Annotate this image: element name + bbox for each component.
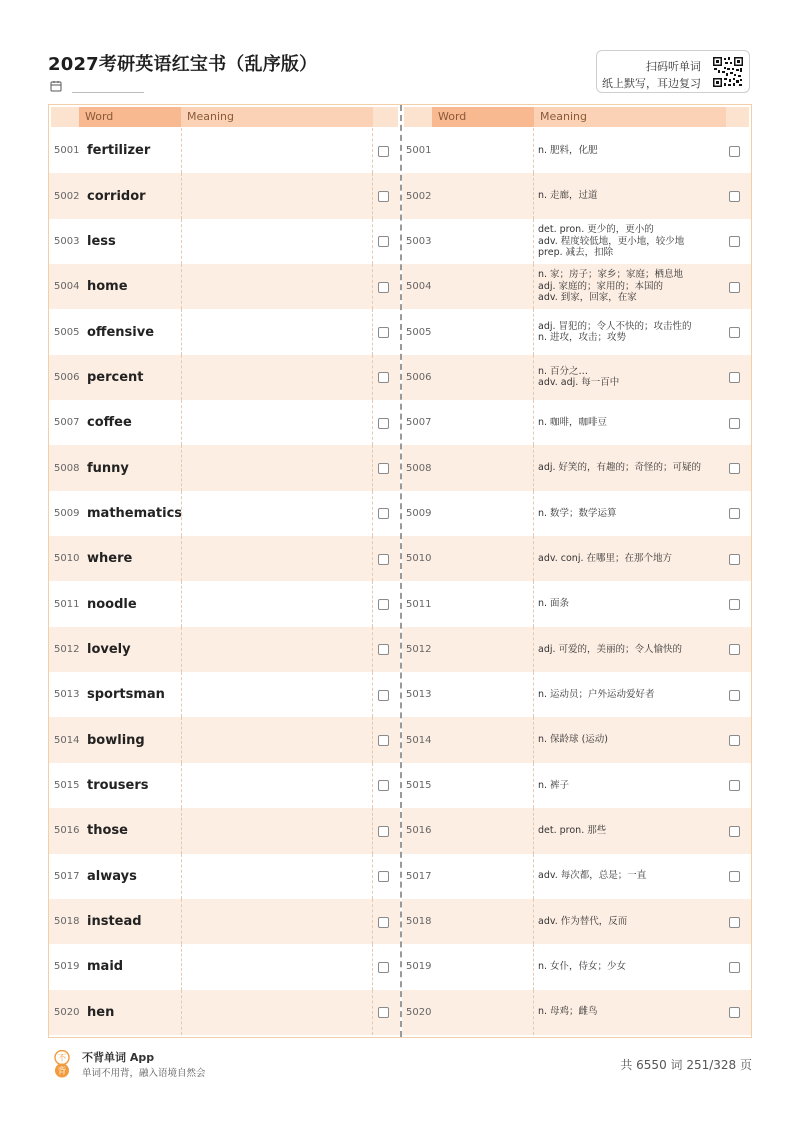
- table-row: [49, 581, 400, 626]
- row-number: 5017: [54, 870, 80, 882]
- qr-code-icon: [712, 56, 744, 88]
- table-row: [402, 536, 751, 581]
- word-blank: [432, 899, 534, 944]
- table-row: [49, 717, 400, 762]
- qr-caption-listen: 扫码听单词: [646, 60, 701, 73]
- row-number: 5003: [54, 235, 80, 247]
- meaning-text: n. 百分之… adv. adj. 每一百中: [538, 365, 620, 389]
- table-row: [402, 491, 751, 536]
- checkbox[interactable]: [378, 327, 389, 338]
- word-blank: [432, 309, 534, 354]
- meaning-text: adj. 好笑的，有趣的；奇怪的；可疑的: [538, 462, 702, 474]
- checkbox[interactable]: [729, 1007, 740, 1018]
- checkbox[interactable]: [378, 282, 389, 293]
- checkbox[interactable]: [729, 690, 740, 701]
- page-info: 共 6550 词 251/328 页: [620, 1058, 752, 1072]
- table-header-left: [49, 107, 400, 127]
- word-blank: [432, 990, 534, 1035]
- checkbox[interactable]: [378, 236, 389, 247]
- row-number: 5016: [406, 825, 432, 837]
- qr-card: [596, 50, 750, 93]
- row-number: 5005: [54, 326, 80, 338]
- word-blank: [432, 854, 534, 899]
- row-number: 5019: [54, 961, 80, 973]
- meaning-text: n. 走廊，过道: [538, 190, 598, 202]
- table-row: [402, 763, 751, 808]
- checkbox[interactable]: [378, 690, 389, 701]
- table-row: [49, 219, 400, 264]
- word-blank: [432, 128, 534, 173]
- app-logo-icon: [51, 1050, 73, 1078]
- table-row: [49, 491, 400, 536]
- word-blank: [432, 445, 534, 490]
- word-blank: [432, 536, 534, 581]
- table-row: [402, 355, 751, 400]
- word-text: coffee: [87, 415, 132, 431]
- row-number: 5008: [406, 462, 432, 474]
- checkbox[interactable]: [378, 780, 389, 791]
- table-row: [402, 990, 751, 1035]
- word-blank: [432, 173, 534, 218]
- word-blank: [432, 491, 534, 536]
- row-number: 5006: [54, 371, 80, 383]
- checkbox[interactable]: [378, 1007, 389, 1018]
- row-number: 5009: [54, 507, 80, 519]
- row-number: 5019: [406, 961, 432, 973]
- checkbox[interactable]: [378, 917, 389, 928]
- calendar-icon: [50, 80, 62, 92]
- word-blank: [432, 581, 534, 626]
- row-number: 5001: [54, 145, 80, 157]
- row-number: 5011: [406, 598, 432, 610]
- meaning-blank: [181, 581, 373, 626]
- row-number: 5018: [406, 916, 432, 928]
- column-header-word: Word: [432, 107, 534, 127]
- checkbox[interactable]: [378, 644, 389, 655]
- meaning-text: n. 女仆，侍女；少女: [538, 961, 627, 973]
- table-row: [49, 536, 400, 581]
- table-row: [49, 627, 400, 672]
- table-row: [402, 581, 751, 626]
- checkbox[interactable]: [729, 236, 740, 247]
- word-blank: [432, 808, 534, 853]
- word-text: hen: [87, 1004, 115, 1020]
- meaning-blank: [181, 491, 373, 536]
- meaning-text: adj. 冒犯的；令人不快的；攻击性的 n. 进攻，攻击；攻势: [538, 320, 692, 344]
- table-row: [402, 309, 751, 354]
- word-blank: [432, 355, 534, 400]
- checkbox[interactable]: [729, 191, 740, 202]
- checkbox[interactable]: [729, 599, 740, 610]
- meaning-blank: [181, 854, 373, 899]
- table-row: [49, 808, 400, 853]
- meaning-blank: [181, 128, 373, 173]
- checkbox[interactable]: [729, 735, 740, 746]
- row-number: 5014: [406, 734, 432, 746]
- meaning-blank: [181, 627, 373, 672]
- row-number: 5008: [54, 462, 80, 474]
- row-number: 5002: [54, 190, 80, 202]
- word-text: lovely: [87, 641, 131, 657]
- table-row: [49, 990, 400, 1035]
- word-blank: [432, 717, 534, 762]
- meaning-blank: [181, 173, 373, 218]
- checkbox[interactable]: [729, 644, 740, 655]
- meaning-half: [402, 105, 751, 1037]
- row-number: 5012: [54, 643, 80, 655]
- meaning-rows: [402, 128, 751, 1035]
- row-number: 5018: [54, 916, 80, 928]
- checkbox[interactable]: [378, 463, 389, 474]
- row-number: 5013: [406, 689, 432, 701]
- row-number: 5015: [406, 779, 432, 791]
- word-text: sportsman: [87, 687, 165, 703]
- meaning-blank: [181, 264, 373, 309]
- checkbox[interactable]: [729, 327, 740, 338]
- checkbox[interactable]: [729, 780, 740, 791]
- table-row: [49, 899, 400, 944]
- checkbox[interactable]: [729, 372, 740, 383]
- table-row: [49, 355, 400, 400]
- table-row: [402, 128, 751, 173]
- column-header-word: Word: [79, 107, 181, 127]
- row-number: 5004: [54, 281, 80, 293]
- row-number: 5004: [406, 281, 432, 293]
- row-number: 5020: [406, 1006, 432, 1018]
- row-number: 5017: [406, 870, 432, 882]
- word-text: offensive: [87, 324, 155, 340]
- word-text: fertilizer: [87, 143, 151, 159]
- meaning-blank: [181, 672, 373, 717]
- table-row: [402, 264, 751, 309]
- table-row: [402, 173, 751, 218]
- table-row: [402, 672, 751, 717]
- meaning-text: adv. 每次都，总是；一直: [538, 870, 647, 882]
- word-blank: [432, 219, 534, 264]
- word-text: always: [87, 868, 137, 884]
- checkbox[interactable]: [378, 372, 389, 383]
- row-number: 5014: [54, 734, 80, 746]
- row-number: 5006: [406, 371, 432, 383]
- row-number: 5016: [54, 825, 80, 837]
- table-row: [49, 672, 400, 717]
- table-row: [402, 854, 751, 899]
- checkbox[interactable]: [378, 146, 389, 157]
- vocabulary-table: [48, 104, 752, 1038]
- word-text: instead: [87, 914, 142, 930]
- checkbox[interactable]: [378, 191, 389, 202]
- word-blank: [432, 944, 534, 989]
- meaning-blank: [181, 400, 373, 445]
- footer: [48, 1046, 752, 1080]
- word-text: less: [87, 233, 116, 249]
- meaning-text: n. 裤子: [538, 779, 570, 791]
- table-row: [402, 899, 751, 944]
- word-blank: [432, 627, 534, 672]
- meaning-text: n. 母鸡；雌鸟: [538, 1006, 598, 1018]
- row-number: 5020: [54, 1006, 80, 1018]
- column-header-meaning: Meaning: [534, 107, 726, 127]
- table-row: [49, 173, 400, 218]
- meaning-blank: [181, 717, 373, 762]
- date-blank-line: [72, 92, 144, 93]
- checkbox[interactable]: [729, 146, 740, 157]
- checkbox[interactable]: [729, 917, 740, 928]
- checkbox[interactable]: [378, 871, 389, 882]
- table-row: [49, 128, 400, 173]
- table-row: [402, 717, 751, 762]
- table-row: [49, 400, 400, 445]
- checkbox[interactable]: [729, 418, 740, 429]
- word-text: mathematics: [87, 505, 183, 521]
- table-row: [402, 445, 751, 490]
- meaning-blank: [181, 899, 373, 944]
- word-text: where: [87, 551, 133, 567]
- row-number: 5011: [54, 598, 80, 610]
- checkbox[interactable]: [378, 418, 389, 429]
- word-blank: [432, 672, 534, 717]
- page-title: 2027考研英语红宝书（乱序版）: [48, 54, 318, 75]
- column-header-meaning: Meaning: [181, 107, 373, 127]
- meaning-blank: [181, 445, 373, 490]
- row-number: 5001: [406, 145, 432, 157]
- meaning-blank: [181, 355, 373, 400]
- checkbox[interactable]: [729, 282, 740, 293]
- meaning-text: n. 数学；数学运算: [538, 507, 617, 519]
- word-blank: [432, 763, 534, 808]
- row-number: 5009: [406, 507, 432, 519]
- checkbox[interactable]: [378, 554, 389, 565]
- checkbox[interactable]: [378, 735, 389, 746]
- word-text: percent: [87, 369, 144, 385]
- date-field: [50, 80, 150, 94]
- meaning-text: adv. 作为替代，反而: [538, 915, 628, 927]
- table-row: [49, 445, 400, 490]
- table-row: [49, 309, 400, 354]
- meaning-blank: [181, 944, 373, 989]
- checkbox[interactable]: [729, 871, 740, 882]
- row-number: 5007: [54, 417, 80, 429]
- meaning-text: n. 咖啡，咖啡豆: [538, 416, 608, 428]
- row-number: 5007: [406, 417, 432, 429]
- checkbox[interactable]: [378, 826, 389, 837]
- row-number: 5005: [406, 326, 432, 338]
- checkbox[interactable]: [729, 962, 740, 973]
- word-half: [49, 105, 400, 1037]
- checkbox[interactable]: [378, 599, 389, 610]
- checkbox[interactable]: [729, 554, 740, 565]
- table-row: [49, 264, 400, 309]
- table-row: [49, 854, 400, 899]
- meaning-blank: [181, 763, 373, 808]
- meaning-blank: [181, 219, 373, 264]
- word-text: home: [87, 279, 128, 295]
- checkbox[interactable]: [729, 463, 740, 474]
- meaning-text: adj. 可爱的，美丽的；令人愉快的: [538, 643, 683, 655]
- row-number: 5015: [54, 779, 80, 791]
- word-text: corridor: [87, 188, 146, 204]
- word-text: those: [87, 823, 128, 839]
- table-row: [402, 627, 751, 672]
- checkbox[interactable]: [378, 962, 389, 973]
- meaning-text: adv. conj. 在哪里；在那个地方: [538, 553, 673, 565]
- meaning-text: n. 面条: [538, 598, 570, 610]
- meaning-text: det. pron. 那些: [538, 825, 607, 837]
- word-rows: [49, 128, 400, 1035]
- row-number: 5003: [406, 235, 432, 247]
- word-blank: [432, 264, 534, 309]
- table-row: [49, 944, 400, 989]
- checkbox[interactable]: [729, 508, 740, 519]
- meaning-blank: [181, 990, 373, 1035]
- table-row: [402, 808, 751, 853]
- word-text: funny: [87, 460, 129, 476]
- meaning-text: n. 运动员；户外运动爱好者: [538, 689, 655, 701]
- meaning-blank: [181, 808, 373, 853]
- checkbox[interactable]: [729, 826, 740, 837]
- meaning-text: n. 肥料，化肥: [538, 144, 598, 156]
- row-number: 5002: [406, 190, 432, 202]
- meaning-text: n. 保龄球 (运动): [538, 734, 608, 746]
- word-blank: [432, 400, 534, 445]
- table-row: [49, 763, 400, 808]
- word-text: bowling: [87, 732, 145, 748]
- app-slogan: 单词不用背，融入语境自然会: [82, 1068, 206, 1079]
- row-number: 5012: [406, 643, 432, 655]
- meaning-blank: [181, 309, 373, 354]
- qr-caption-review: 纸上默写，耳边复习: [602, 77, 701, 90]
- row-number: 5010: [54, 553, 80, 565]
- meaning-blank: [181, 536, 373, 581]
- table-header-right: [402, 107, 751, 127]
- table-row: [402, 944, 751, 989]
- app-name: 不背单词 App: [82, 1051, 155, 1064]
- word-text: maid: [87, 959, 124, 975]
- table-row: [402, 400, 751, 445]
- row-number: 5010: [406, 553, 432, 565]
- checkbox[interactable]: [378, 508, 389, 519]
- word-text: trousers: [87, 777, 149, 793]
- app-logo-char-1: 不: [57, 1053, 67, 1064]
- table-row: [402, 219, 751, 264]
- meaning-text: n. 家；房子；家乡；家庭；栖息地 adj. 家庭的；家用的；本国的 adv. 到家，回家，在家: [538, 269, 684, 304]
- meaning-text: det. pron. 更少的，更小的 adv. 程度较低地，更小地，较少地 prep. 减去，扣除: [538, 224, 685, 259]
- app-logo-char-2: 背: [57, 1066, 67, 1077]
- row-number: 5013: [54, 689, 80, 701]
- word-text: noodle: [87, 596, 137, 612]
